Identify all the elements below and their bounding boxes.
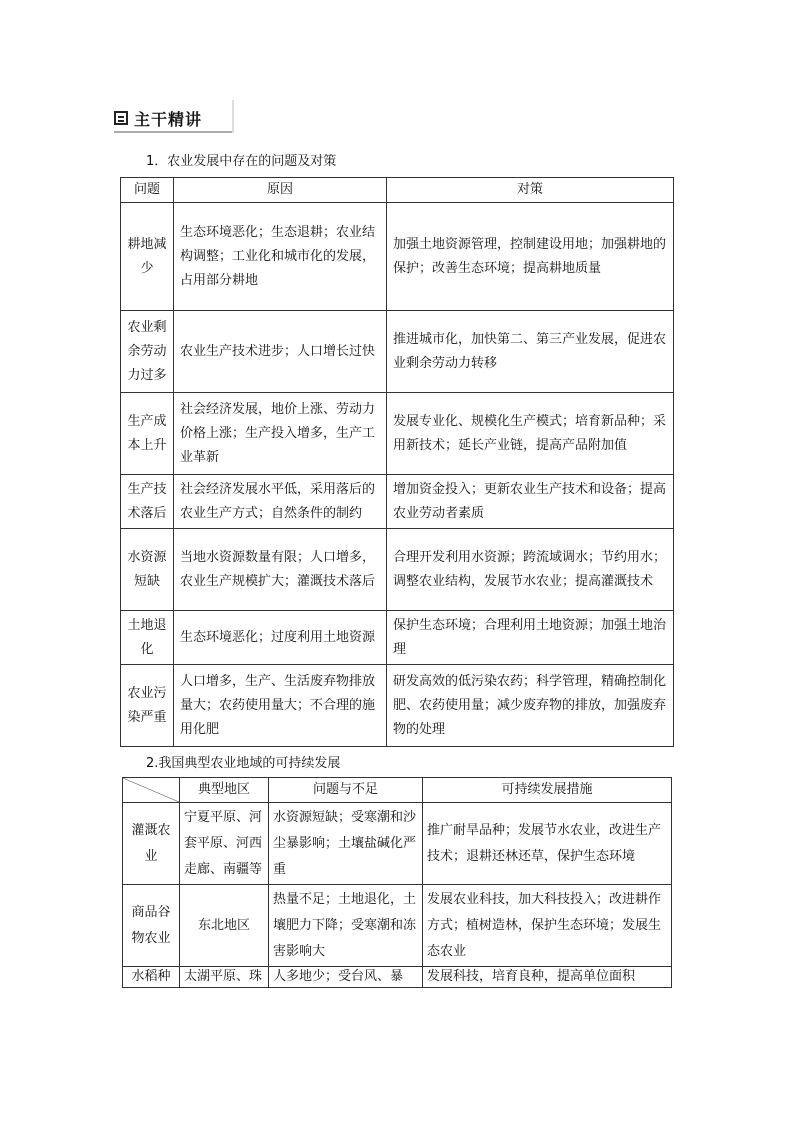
table-row <box>121 203 674 311</box>
problem-cell: 耕地减少 <box>121 203 174 311</box>
header-diagonal-cell <box>123 778 180 803</box>
header-measure: 可持续发展措施 <box>423 778 672 803</box>
problem-cell: 水资源短缺 <box>121 529 174 611</box>
measure-cell: 发展专业化、规模化生产模式；培育新品种；采用新技术；延长产业链，提高产品附加值 <box>387 393 674 475</box>
problem-cell: 生产技术落后 <box>121 475 174 529</box>
header-region: 典型地区 <box>180 778 269 803</box>
table-row <box>123 885 672 967</box>
header-cause: 原因 <box>174 178 387 203</box>
section1-title: 1．农业发展中存在的问题及对策 <box>146 154 337 169</box>
measure-cell: 推广耐旱品种；发展节水农业，改进生产技术；退耕还林还草，保护生态环境 <box>423 803 672 885</box>
issue-cell: 人多地少；受台风、暴 <box>269 967 423 988</box>
issue-cell: 水资源短缺；受寒潮和沙尘暴影响；土壤盐碱化严重 <box>269 803 423 885</box>
measure-cell: 发展科技，培育良种，提高单位面积 <box>423 967 672 988</box>
table-row <box>121 475 674 529</box>
section-header <box>114 105 234 131</box>
cause-cell: 生态环境恶化；生态退耕；农业结构调整；工业化和城市化的发展，占用部分耕地 <box>174 203 387 311</box>
problems-table <box>120 177 674 747</box>
region-cell: 太湖平原、珠 <box>180 967 269 988</box>
type-cell: 商品谷物农业 <box>123 885 180 967</box>
cause-cell: 生态环境恶化；过度利用土地资源 <box>174 611 387 665</box>
header-underline <box>114 131 234 133</box>
problem-cell: 生产成本上升 <box>121 393 174 475</box>
type-cell: 灌溉农业 <box>123 803 180 885</box>
section-header-title: 主干精讲 <box>134 109 203 129</box>
table-header-row <box>121 178 674 203</box>
table-row <box>121 665 674 747</box>
header-divider <box>232 100 234 133</box>
table-row <box>121 611 674 665</box>
region-cell: 东北地区 <box>180 885 269 967</box>
cause-cell: 当地水资源数量有限；人口增多，农业生产规模扩大；灌溉技术落后 <box>174 529 387 611</box>
type-cell: 水稻种 <box>123 967 180 988</box>
measure-cell: 保护生态环境；合理利用土地资源；加强土地治理 <box>387 611 674 665</box>
measure-cell: 推进城市化，加快第二、第三产业发展，促进农业剩余劳动力转移 <box>387 311 674 393</box>
region-cell: 宁夏平原、河套平原、河西走廊、南疆等 <box>180 803 269 885</box>
cause-cell: 社会经济发展，地价上涨、劳动力价格上涨；生产投入增多，生产工业革新 <box>174 393 387 475</box>
cause-cell: 农业生产技术进步；人口增长过快 <box>174 311 387 393</box>
section2-title: 2.我国典型农业地域的可持续发展 <box>146 756 341 771</box>
list-icon <box>114 111 128 125</box>
problem-cell: 农业剩余劳动力过多 <box>121 311 174 393</box>
header-issue: 问题与不足 <box>269 778 423 803</box>
issue-cell: 热量不足；土地退化，土壤肥力下降；受寒潮和冻害影响大 <box>269 885 423 967</box>
cause-cell: 人口增多，生产、生活废弃物排放量大；农药使用量大；不合理的施用化肥 <box>174 665 387 747</box>
table-row <box>123 967 672 988</box>
problem-cell: 农业污染严重 <box>121 665 174 747</box>
table-header-row <box>123 778 672 803</box>
problem-cell: 土地退化 <box>121 611 174 665</box>
table-row <box>121 311 674 393</box>
measure-cell: 加强土地资源管理，控制建设用地；加强耕地的保护；改善生态环境；提高耕地质量 <box>387 203 674 311</box>
measure-cell: 合理开发利用水资源；跨流域调水；节约用水；调整农业结构，发展节水农业；提高灌溉技术 <box>387 529 674 611</box>
measure-cell: 发展农业科技，加大科技投入；改进耕作方式；植树造林，保护生态环境；发展生态农业 <box>423 885 672 967</box>
table-row <box>121 393 674 475</box>
table-row <box>121 529 674 611</box>
table-row <box>123 803 672 885</box>
measure-cell: 研发高效的低污染农药；科学管理，精确控制化肥、农药使用量；减少废弃物的排放，加强废弃物的处理 <box>387 665 674 747</box>
cause-cell: 社会经济发展水平低，采用落后的农业生产方式；自然条件的制约 <box>174 475 387 529</box>
header-problem: 问题 <box>121 178 174 203</box>
header-measure: 对策 <box>387 178 674 203</box>
regions-table <box>122 777 672 988</box>
measure-cell: 增加资金投入；更新农业生产技术和设备；提高农业劳动者素质 <box>387 475 674 529</box>
diagonal-line <box>123 778 179 802</box>
